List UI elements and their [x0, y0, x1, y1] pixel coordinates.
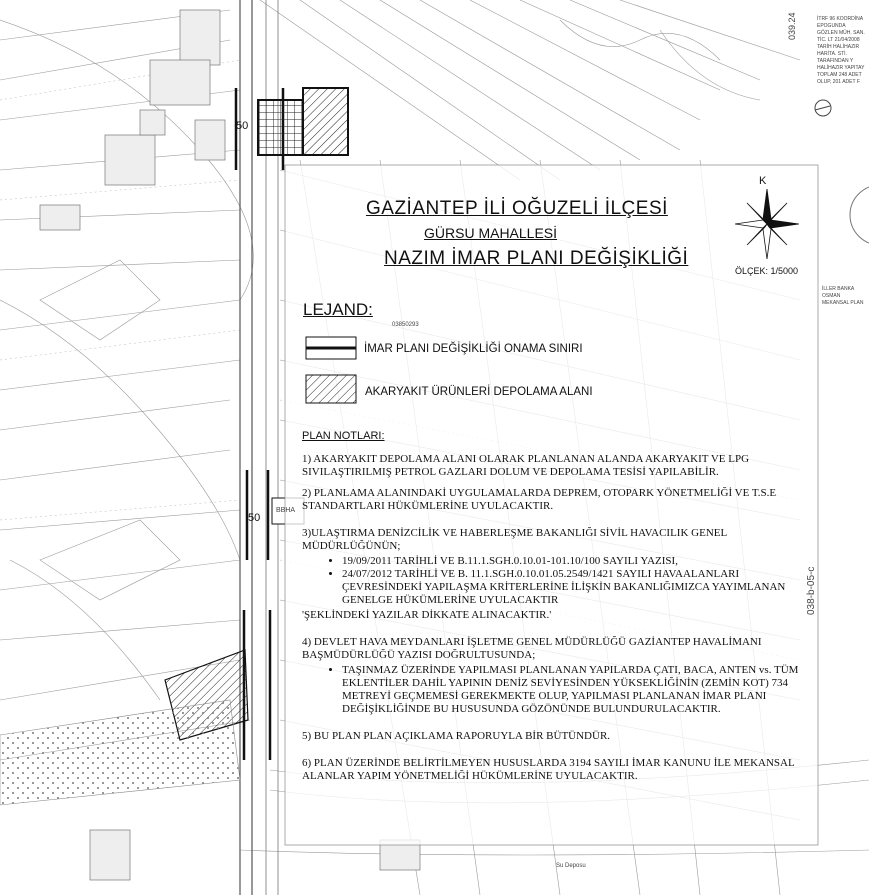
boundary-symbol-icon	[305, 336, 357, 360]
bbha-label: BBHA	[276, 507, 296, 514]
parcel-code: 03850293	[392, 322, 419, 328]
hatch-symbol-icon	[305, 374, 357, 404]
plan-note-4: 4) DEVLET HAVA MEYDANLARI İŞLETME GENEL MÜDÜRLÜĞÜ GAZİANTEP HAVALİMANI BAŞMÜDÜRLÜĞÜ YAZISI DOĞRULTUSUNDA;	[302, 636, 762, 661]
plan-note-3-list	[302, 555, 800, 607]
sheet-code-right: 038-b-05-c	[806, 566, 817, 615]
legend-label-boundary: İMAR PLANI DEĞİŞİKLİĞİ ONAMA SINIRI	[364, 343, 583, 355]
plan-note-3-item: • 24/07/2012 TARİHLİ VE B. 11.1.SGH.0.10.01.05.2549/1421 SAYILI HAVAALANLARI ÇEVRESİNDEKİ YAPILAŞMA KRİTERLERİNE İLİŞKİN BAKANLIĞIMIZCA YAYIMLANAN GENELGE HÜKÜMLERİNE UYULACAKTIR	[342, 568, 800, 607]
compass-rose-icon	[735, 189, 799, 259]
right-stamp-text: İLLER BANKA OSMAN MEKANSAL PLAN	[822, 286, 864, 306]
plan-note-4-item: • TAŞINMAZ ÜZERİNDE YAPILMASI PLANLANAN YAPILARDA ÇATI, BACA, ANTEN vs. TÜM EKLENTİLER DAHİL YAPININ DENİZ SEVİYESİNDEN YÜKSEKLİĞİNİN (ZEMİN KOT) 734 METREYİ GEÇMEMESİ GEREKMEKTE OLUP, YAPILMASI PLANLANAN İMAR PLANI DEĞİŞİKLİĞİNDE BU HUSUSUNDA GÖZÖNÜNDE BULUNDURULACAKTIR.	[342, 664, 800, 716]
plan-note-2: 2) PLANLAMA ALANINDAKİ UYGULAMALARDA DEPREM, OTOPARK YÖNETMELİĞİ VE T.S.E STANDARTLARI HÜKÜMLERİNE UYULACAKTIR.	[302, 487, 777, 512]
title-line1: GAZİANTEP İLİ OĞUZELİ İLÇESİ	[366, 198, 668, 219]
plan-notes	[302, 430, 800, 791]
plan-note-3-item: • 19/09/2011 TARİHLİ VE B.11.1.SGH.0.10.01-101.10/100 SAYILI YAZISI,	[342, 555, 800, 568]
legend-label-hatch: AKARYAKIT ÜRÜNLERİ DEPOLAMA ALANI	[365, 386, 593, 398]
title-line3: NAZIM İMAR PLANI DEĞİŞİKLİĞİ	[384, 248, 689, 269]
plan-note-4-list	[302, 664, 800, 716]
title-line2: GÜRSU MAHALLESİ	[424, 225, 558, 241]
right-block-text: İTRF 96 KOORDİNA EPOGUNDA GÖZLEN MÜH. SAN. TİC. LT 21/04/2008 TARİH HALİHAZIR HARİTA. STİ. TARAFINDAN Y HALİHAZIR YAPITAY TOPLAM 248 ADET OLUP, 201 ADET F	[817, 16, 865, 85]
plan-note-3-tail: 'ŞEKLİNDEKİ YAZILAR DİKKATE ALINACAKTIR.'	[302, 609, 552, 621]
plan-note-3: 3)ULAŞTIRMA DENİZCİLİK VE HABERLEŞME BAKANLIĞI SİVİL HAVACILIK GENEL MÜDÜRLÜĞÜNÜN;	[302, 527, 727, 552]
plan-note-6: 6) PLAN ÜZERİNDE BELİRTİLMEYEN HUSUSLARDA 3194 SAYILI İMAR KANUNU İLE MEKANSAL ALANLAR YAPIM YÖNETMELİĞİ HÜKÜMLERİNE UYULACAKTIR.	[302, 757, 795, 782]
scale-label: ÖLÇEK: 1/5000	[735, 266, 799, 276]
legend-title: LEJAND:	[303, 300, 373, 319]
road-width-mid: 50	[248, 512, 261, 524]
sheet-code-top: 039.24	[787, 12, 797, 40]
north-arrow	[735, 175, 799, 260]
plan-note-5: 5) BU PLAN PLAN AÇIKLAMA RAPORUYLA BİR BÜTÜNDÜR.	[302, 730, 611, 742]
road-width-top: 50	[236, 120, 249, 132]
plan-note-1: 1) AKARYAKIT DEPOLAMA ALANI OLARAK PLANLANAN ALANDA AKARYAKIT VE LPG SIVILAŞTIRILMIŞ PETROL GAZLARI DOLUM VE DEPOLAMA TESİSİ YAPILABİLİR.	[302, 453, 750, 478]
plan-notes-header: PLAN NOTLARI:	[302, 430, 385, 442]
road-label: Su Deposu	[556, 863, 586, 869]
north-letter: K	[759, 175, 767, 187]
